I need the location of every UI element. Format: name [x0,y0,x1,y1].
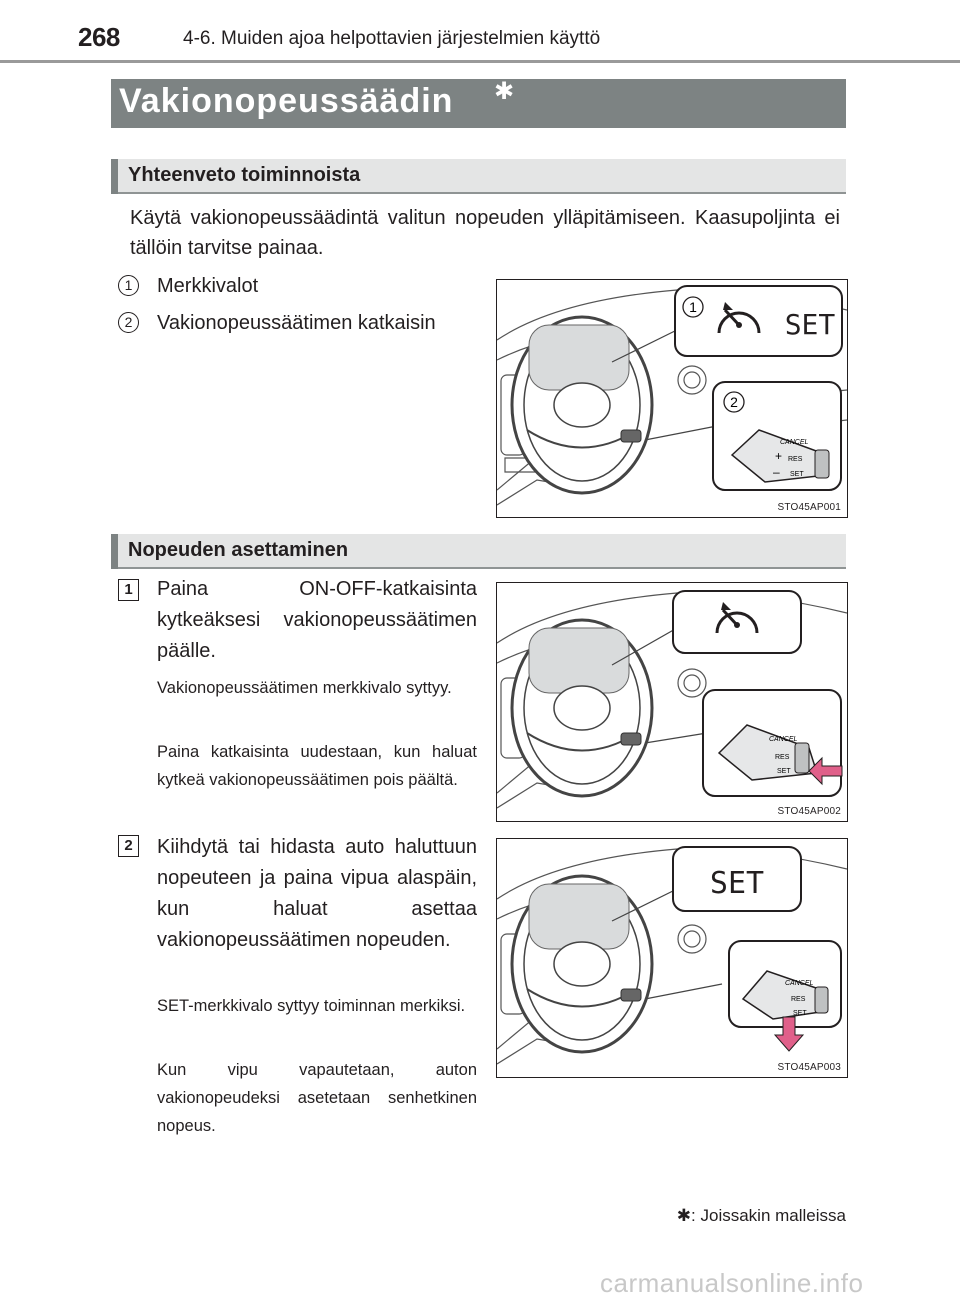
svg-text:RES: RES [775,754,790,761]
callout-2-label: 2 [730,394,738,410]
figure-step-1 [496,582,848,822]
item-number-1: 1 [118,275,139,296]
svg-text:RES: RES [788,456,803,463]
summary-intro: Käytä vakionopeussäädintä valitun nopeuden ylläpitämiseen. Kaasupoljinta ei tällöin tarvitse painaa. [130,207,840,259]
figure-overview [496,279,848,518]
figure-step-2 [496,838,848,1078]
footnote-text: : Joissakin malleissa [691,1206,846,1225]
svg-text:+: + [775,449,783,463]
section-setting-title: Nopeuden asettaminen [128,539,349,561]
step-number-1: 1 [118,579,139,601]
page-title-bar [111,79,846,128]
footnote [677,1206,846,1226]
set-indicator-label: SET [784,308,836,341]
steering-illustration-step-2 [497,839,847,1077]
item-label-indicators: Merkkivalot [157,275,259,297]
step-2-note-1: SET-merkkivalo syttyy toiminnan merkiksi. [157,997,466,1015]
section-summary-title: Yhteenveto toiminnoista [128,164,361,186]
svg-text:SET: SET [777,768,791,775]
svg-text:–: – [773,465,780,479]
callout-1-label: 1 [689,299,697,315]
title-asterisk: ✱ [494,78,515,105]
page-number: 268 [78,22,120,52]
step-1-note-1: Vakionopeussäätimen merkkivalo syttyy. [157,679,452,697]
step-2-note-2: Kun vipu vapautetaan, auton vakionopeudeksi asetetaan senhetkinen nopeus. [157,1061,477,1135]
section-summary-heading [111,159,846,194]
figure-code-3: STO45AP003 [777,1062,841,1073]
svg-text:CANCEL: CANCEL [780,439,809,446]
item-number-2: 2 [118,312,139,333]
step-1-note-2: Paina katkaisinta uudestaan, kun haluat kytkeä vakionopeussäätimen pois päältä. [157,743,477,789]
step-2-text: Kiihdytä tai hidasta auto haluttuun nopeuteen ja paina vipua alaspäin, kun haluat asettaa vakionopeussäätimen nopeuden. [157,836,477,951]
set-indicator-label: SET [709,866,765,901]
item-label-switch: Vakionopeussäätimen katkaisin [157,312,436,334]
page-title: Vakionopeussäädin [119,82,454,120]
figure-code-1: STO45AP001 [777,502,841,513]
figure-code-2: STO45AP002 [777,806,841,817]
step-number-2: 2 [118,835,139,857]
step-1-text: Paina ON-OFF-katkaisinta kytkeäksesi vakionopeussäätimen päälle. [157,578,477,662]
svg-text:SET: SET [793,1010,807,1017]
svg-text:SET: SET [790,471,804,478]
watermark: carmanualsonline.info [600,1268,864,1298]
header-rule [0,60,960,63]
steering-illustration-step-1 [497,583,847,821]
svg-text:RES: RES [791,996,806,1003]
footnote-asterisk: ✱ [676,1206,692,1225]
chapter-title: 4-6. Muiden ajoa helpottavien järjestelmien käyttö [183,28,601,49]
section-setting-heading [111,534,846,569]
svg-text:CANCEL: CANCEL [785,980,814,987]
steering-illustration [497,280,847,517]
svg-text:CANCEL: CANCEL [769,736,798,743]
